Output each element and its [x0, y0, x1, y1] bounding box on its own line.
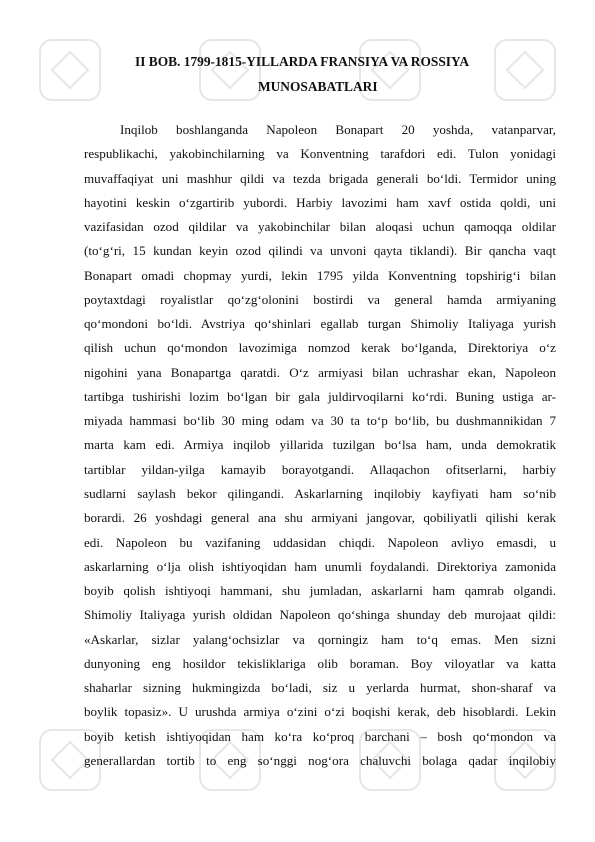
watermark-logo [40, 40, 100, 100]
text-line: dunyoning eng hosildor tekisliklariga olib boraman. Boy viloyatlar va katta [84, 655, 556, 671]
text-line: boyib ketish ishtiyoqidan ham ko‘ra ko‘proq barchani – bosh qo‘mondon va [84, 728, 556, 744]
text-line: muvaffaqiyat uni mashhur qildi va tezda brigada generali bo‘ldi. Termidor uning [84, 170, 556, 186]
text-line: sudlarni saylash bekor qilingandi. Askarlarning inqilobiy kayfiyati ham so‘nib [84, 485, 556, 501]
text-line: miyada hammasi bo‘lib 30 ming odam va 30 ta to‘p bo‘lib, bu dushmannikidan 7 [84, 413, 556, 429]
text-line: Inqilob boshlanganda Napoleon Bonapart 20 yoshda, vatanparvar, [120, 122, 556, 137]
text-line: Shimoliy Italiyaga yurish oldidan Napoleon qo‘shinga shunday deb murojaat qildi: [84, 607, 556, 623]
text-line: tartibga tushirishi lozim bo‘lgan bir gala juldirvoqilarni ko‘rdi. Buning ustiga ar- [84, 388, 556, 404]
text-line: edi. Napoleon bu vazifaning uddasidan chiqdi. Napoleon avliyo emasdi, u [84, 534, 556, 550]
text-line: generallardan tortib to eng so‘nggi nog‘ora chaluvchi bolaga qadar inqilobiy [84, 752, 556, 768]
text-line: (to‘g‘ri, 15 kundan keyin ozod qilindi va unvoni qayta tiklandi). Bir qancha vaqt [84, 243, 556, 259]
text-line: «Askarlar, sizlar yalang‘ochsizlar va qorningiz ham to‘q emas. Men sizni [84, 631, 556, 647]
chapter-title-line-1: II BOB. 1799-1815-YILLARDA FRANSIYA VA ROSSIYA [135, 54, 470, 69]
watermark-logo [200, 40, 260, 100]
body-paragraph [84, 118, 556, 773]
text-line: poytaxtdagi royalistlar qo‘zg‘olonini bostirdi va general hamda armiyaning [84, 291, 556, 307]
text-line: hayotini keskin o‘zgartirib yubordi. Harbiy lavozimi ham xavf ostida qoldi, uni [84, 194, 556, 210]
text-line: borardi. 26 yoshdagi general ana shu armiyani jangovar, qobiliyatli qilishi kerak [84, 510, 556, 526]
text-line: Bonapart omadi chopmay yurdi, lekin 1795 yilda Konventning topshirig‘i bilan [84, 267, 556, 283]
text-line: qo‘mondoni bo‘ldi. Avstriya qo‘shinlari egallab turgan Shimoliy Italiyaga yurish [84, 316, 556, 332]
text-line: tartiblar yildan-yilga kamayib borayotgandi. Allaqachon ofitserlarni, harbiy [84, 461, 556, 477]
text-line: boyib qolish ishtiyoqi hammani, shu jumladan, askarlarni ham qamrab olgandi. [84, 583, 556, 599]
text-line: nigohini yana Bonapartga qaratdi. O‘z armiyasi bilan uchrashar ekan, Napoleon [84, 364, 556, 380]
text-line: shaharlar sizning hukmingizda bo‘ladi, siz u yerlarda hurmat, shon-sharaf va [84, 680, 556, 696]
text-line: respublikachi, yakobinchilarning va Konventning tarafdori edi. Tulon yonidagi [84, 146, 556, 162]
text-line: askarlarning o‘lja olish ishtiyoqidan ham unumli foydalandi. Direktoriya zamonida [84, 558, 556, 574]
text-line: boylik topasiz». U urushda armiya o‘zini o‘zi boqishi kerak, deb hisoblardi. Lekin [84, 704, 556, 720]
text-line: vazifasidan ozod qildilar va yakobinchilar bilan aloqasi uchun qamoqqa oldilar [84, 219, 556, 235]
watermark-logo [495, 40, 555, 100]
chapter-title-line-2: MUNOSABATLARI [258, 79, 378, 94]
text-line: qilish uchun qo‘mondon lavozimiga nomzod kerak bo‘lganda, Direktoriya o‘z [84, 340, 556, 356]
text-line: marta kam edi. Armiya inqilob yillarida tuzilgan bo‘lsa ham, unda demokratik [84, 437, 556, 453]
